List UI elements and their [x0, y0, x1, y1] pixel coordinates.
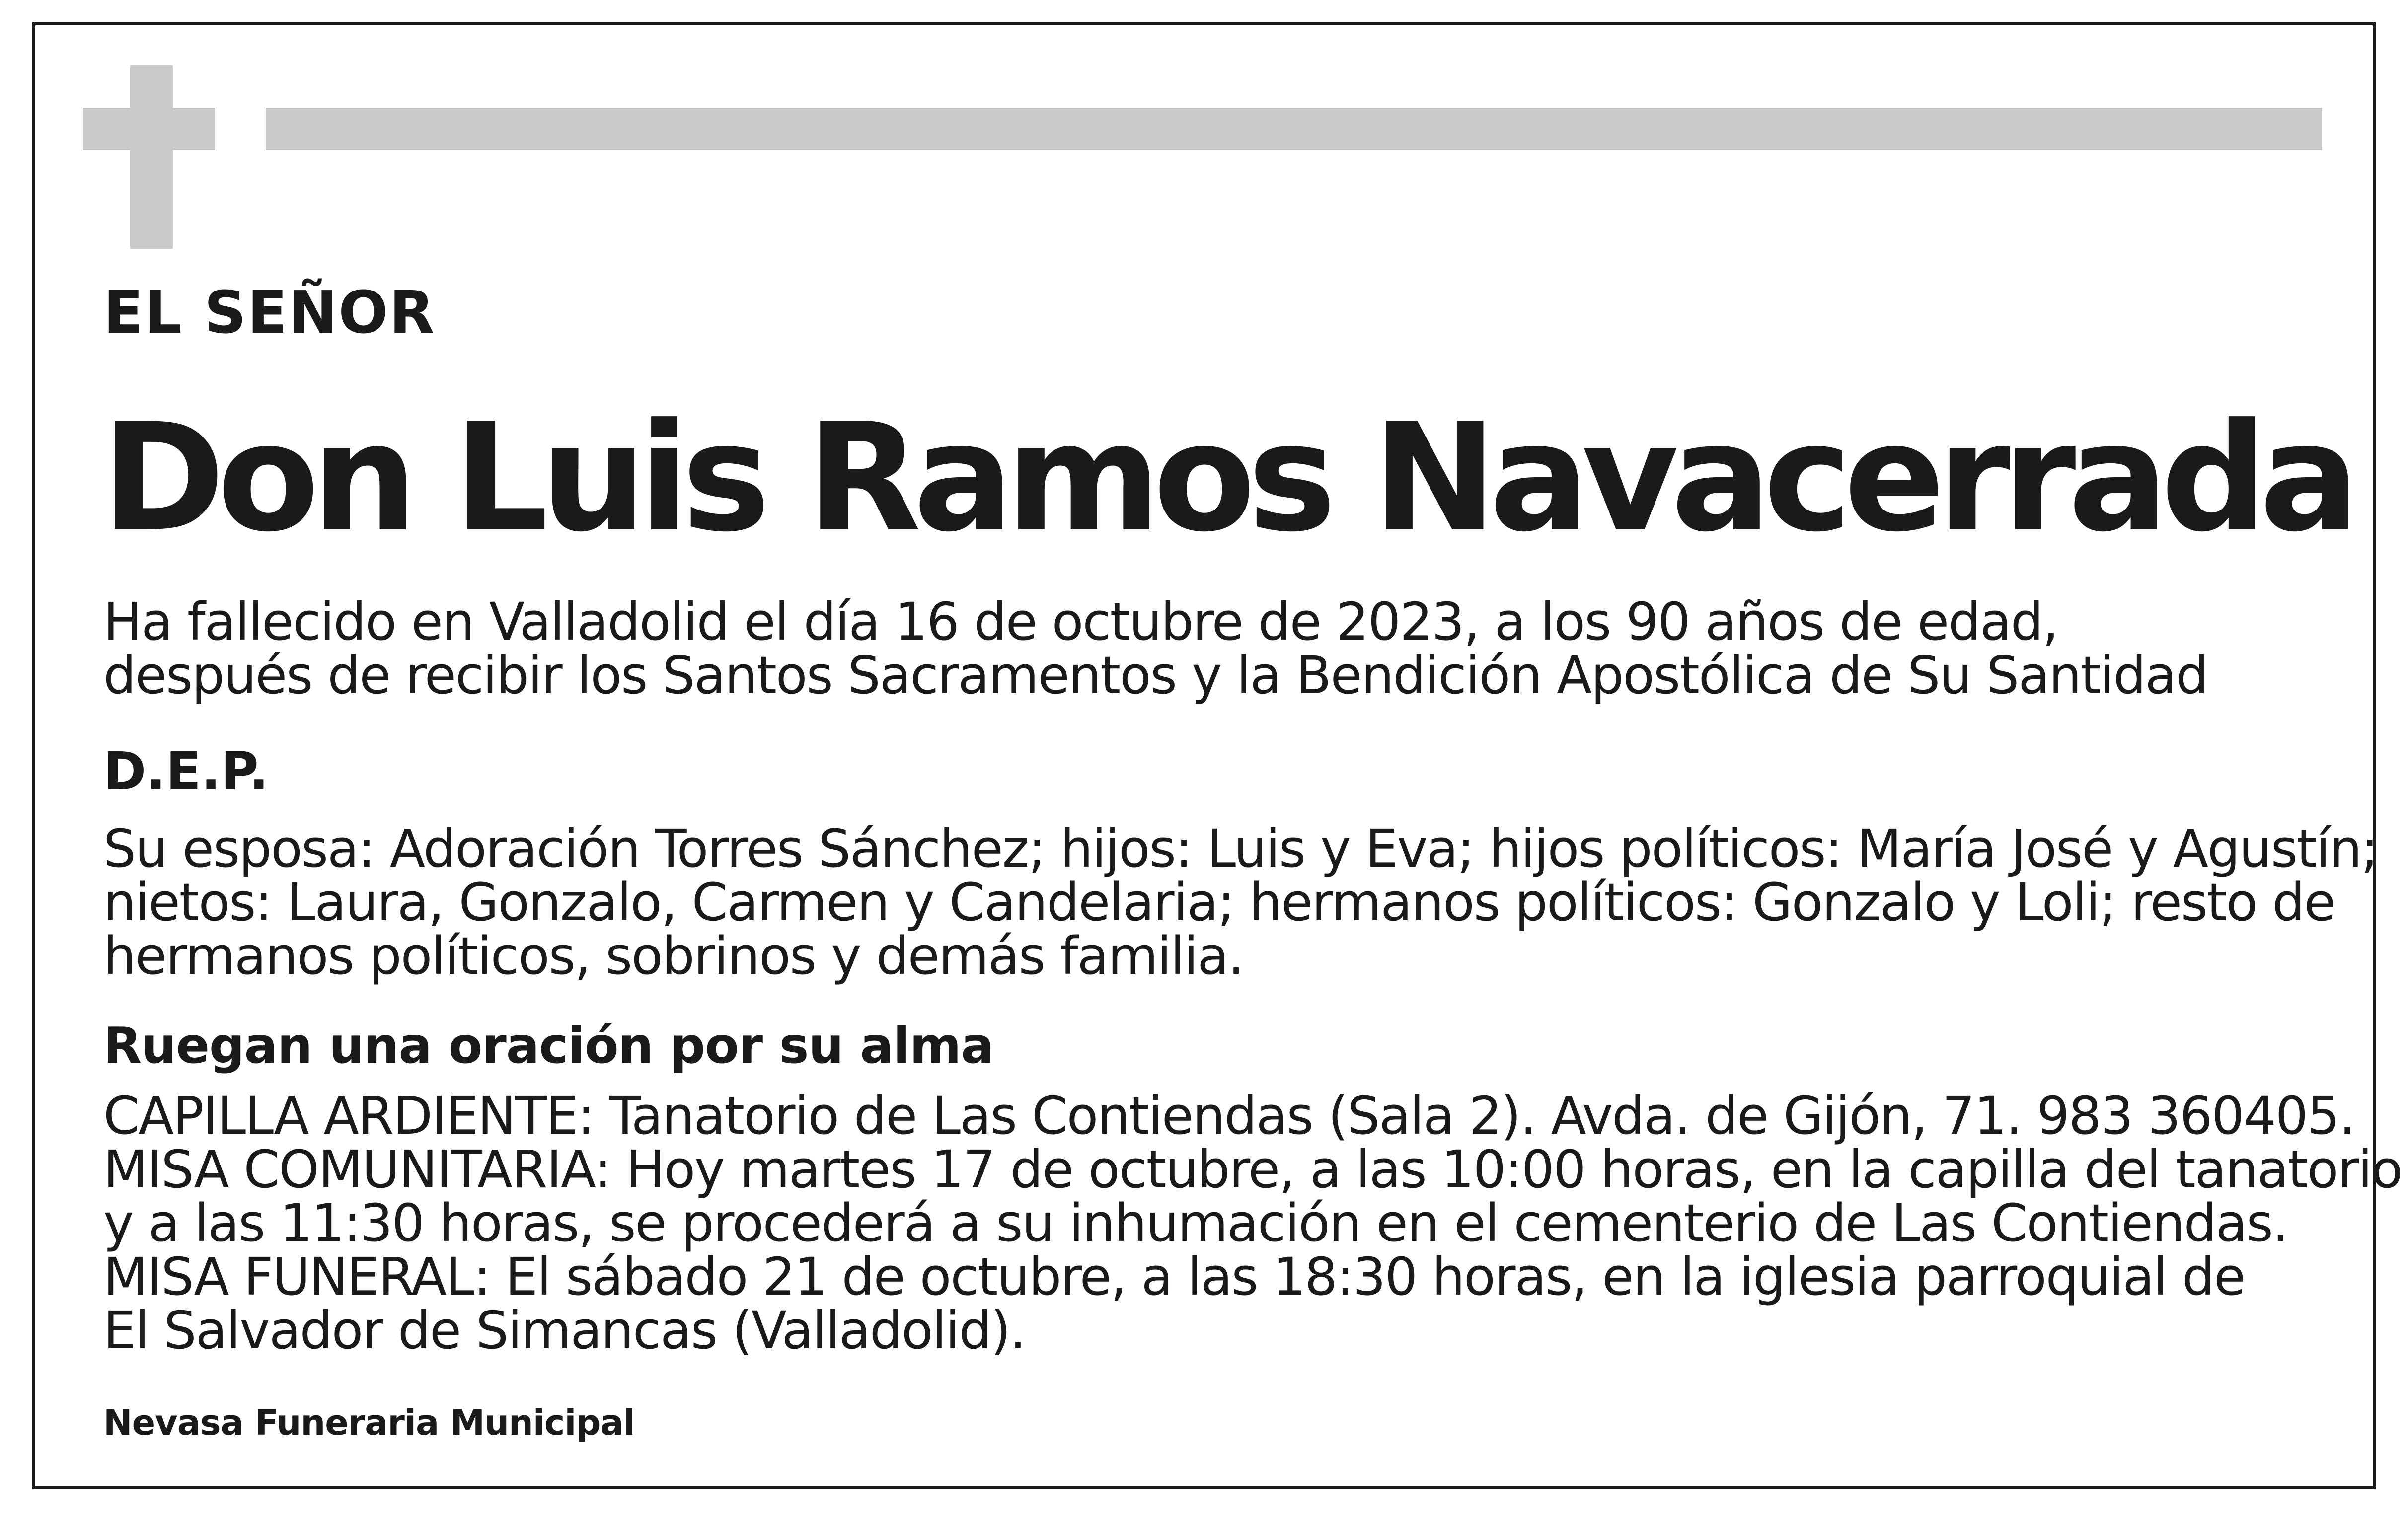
cross-icon-bar: [83, 108, 215, 150]
service-line: MISA FUNERAL: El sábado 21 de octubre, a las 18:30 horas, en la iglesia parroquial de: [103, 1246, 2245, 1307]
deceased-name: Don Luis Ramos Navacerrada: [101, 391, 2352, 565]
family-line: Su esposa: Adoración Torres Sánchez; hijos: Luis y Eva; hijos políticos: María José y Agustín;: [103, 818, 2378, 879]
death-announcement: [103, 591, 2208, 706]
header-divider-bar: [266, 108, 2322, 150]
title-prefix: EL SEÑOR: [103, 278, 436, 347]
announcement-line: Ha fallecido en Valladolid el día 16 de octubre de 2023, a los 90 años de edad,: [103, 591, 2058, 652]
service-line: El Salvador de Simancas (Valladolid).: [103, 1300, 1026, 1361]
service-line: y a las 11:30 horas, se procederá a su inhumación en el cementerio de Las Contiendas.: [103, 1193, 2288, 1253]
family-line: hermanos políticos, sobrinos y demás familia.: [103, 926, 1244, 986]
cross-icon: [130, 65, 173, 249]
service-line: CAPILLA ARDIENTE: Tanatorio de Las Contiendas (Sala 2). Avda. de Gijón, 71. 983 360405.: [103, 1086, 2355, 1146]
funeral-home-name: Nevasa Funeraria Municipal: [103, 1402, 635, 1443]
family-list: [103, 818, 2378, 986]
dep-text: D.E.P.: [103, 741, 269, 801]
service-line: MISA COMUNITARIA: Hoy martes 17 de octubre, a las 10:00 horas, en la capilla del tanatorio: [103, 1139, 2402, 1200]
family-line: nietos: Laura, Gonzalo, Carmen y Candelaria; hermanos políticos: Gonzalo y Loli; resto de: [103, 872, 2335, 933]
service-details: [103, 1086, 2402, 1361]
announcement-line: después de recibir los Santos Sacramentos y la Bendición Apostólica de Su Santidad: [103, 645, 2208, 706]
prayer-request: Ruegan una oración por su alma: [103, 1017, 994, 1075]
